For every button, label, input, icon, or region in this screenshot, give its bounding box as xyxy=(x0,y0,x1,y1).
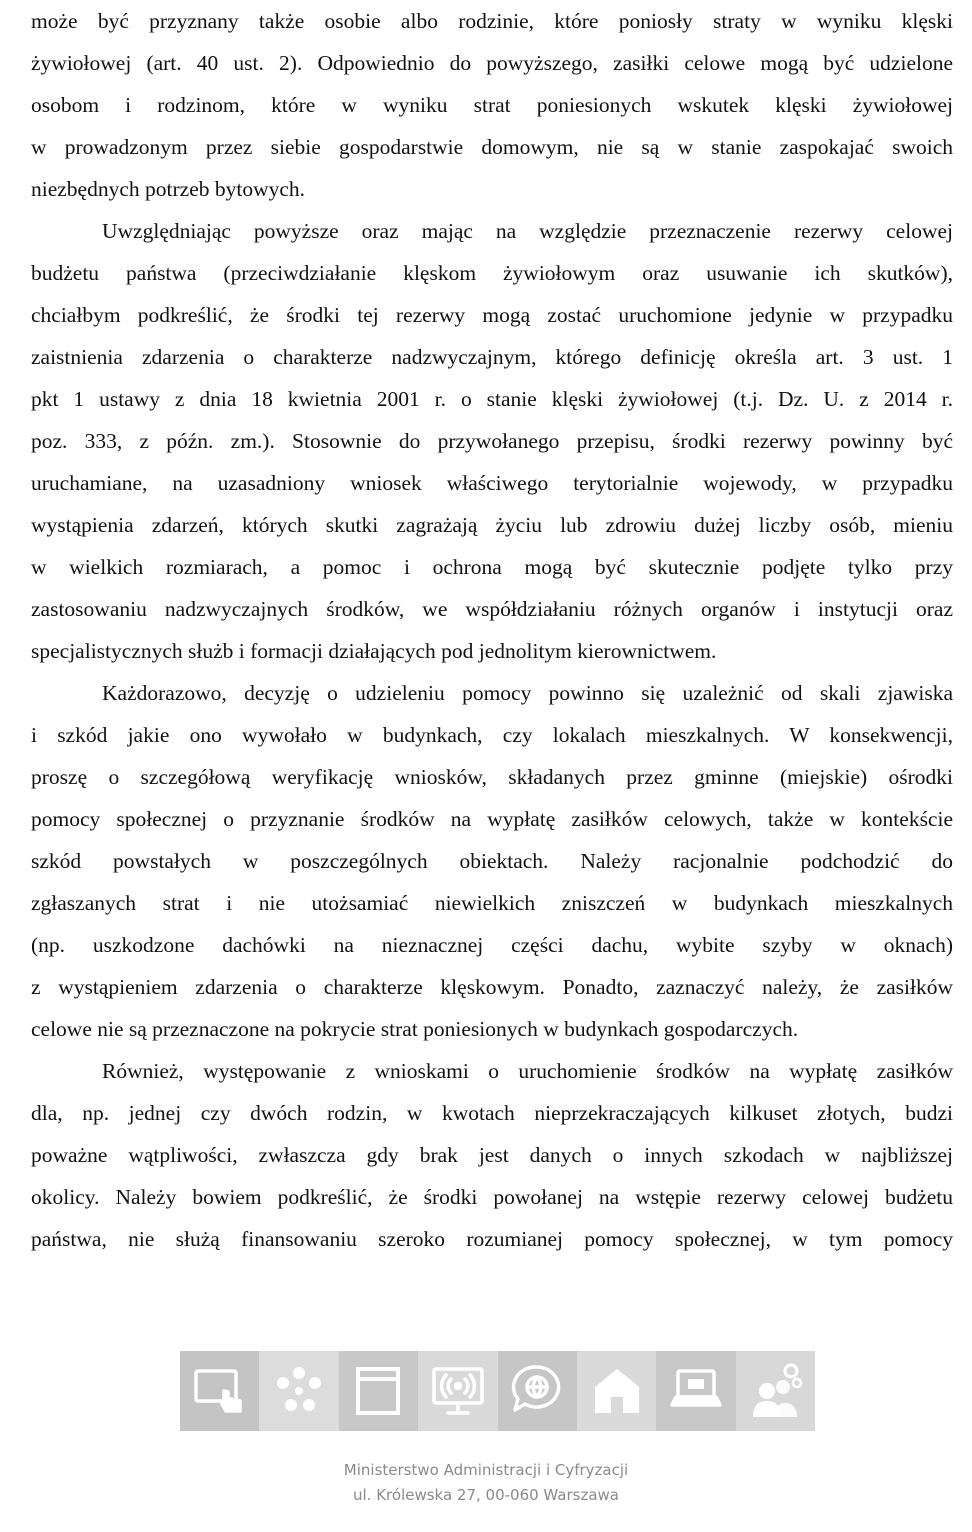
text-line: zgłaszanych strat i nie utożsamiać niewielkich zniszczeń w budynkach mieszkalnych xyxy=(31,891,953,915)
laptop-icon xyxy=(666,1361,726,1421)
footer-tile xyxy=(736,1351,815,1431)
text-line: żywiołowej (art. 40 ust. 2). Odpowiednio do powyższego, zasiłki celowe mogą być udzielone xyxy=(31,51,953,75)
footer-tile xyxy=(498,1351,577,1431)
text-line: szkód powstałych w poszczególnych obiektach. Należy racjonalnie podchodzić do xyxy=(31,849,953,873)
text-line: pomocy społecznej o przyznanie środków na wypłatę zasiłków celowych, także w kontekście xyxy=(31,807,953,831)
ministry-name: Ministerstwo Administracji i Cyfryzacji xyxy=(343,1461,629,1479)
text-line: zaistnienia zdarzenia o charakterze nadzwyczajnym, którego definicję określa art. 3 ust. 1 xyxy=(31,345,953,369)
paragraph-2 xyxy=(31,210,953,672)
text-line: specjalistycznych służb i formacji działających pod jednolitym kierownictwem. xyxy=(31,639,717,663)
footer-tile xyxy=(339,1351,418,1431)
text-line: Każdorazowo, decyzję o udzieleniu pomocy powinno się uzależnić od skali zjawiska xyxy=(102,681,953,705)
paragraph-3 xyxy=(31,672,953,1050)
document-window-icon xyxy=(348,1361,408,1421)
house-icon xyxy=(587,1361,647,1421)
text-line: pkt 1 ustawy z dnia 18 kwietnia 2001 r. o stanie klęski żywiołowej (t.j. Dz. U. z 2014 r. xyxy=(31,387,953,411)
footer-icon-band xyxy=(180,1351,815,1431)
text-line: w prowadzonym przez siebie gospodarstwie domowym, nie są w stanie zaspokajać swoich xyxy=(31,135,953,159)
dots-network-icon xyxy=(269,1361,329,1421)
text-line: może być przyznany także osobie albo rodzinie, które poniosły straty w wyniku klęski xyxy=(31,9,953,33)
ministry-address: ul. Królewska 27, 00-060 Warszawa xyxy=(352,1486,619,1504)
text-line: z wystąpieniem zdarzenia o charakterze klęskowym. Ponadto, zaznaczyć należy, że zasiłków xyxy=(31,975,953,999)
footer-tile xyxy=(259,1351,338,1431)
text-line: celowe nie są przeznaczone na pokrycie strat poniesionych w budynkach gospodarczych. xyxy=(31,1017,799,1041)
text-line: budżetu państwa (przeciwdziałanie klęskom żywiołowym oraz usuwanie ich skutków), xyxy=(31,261,953,285)
footer-tile xyxy=(656,1351,735,1431)
text-line: w wielkich rozmiarach, a pomoc i ochrona mogą być skutecznie podjęte tylko przy xyxy=(31,555,953,579)
footer-tile xyxy=(418,1351,497,1431)
text-line: dla, np. jednej czy dwóch rodzin, w kwotach nieprzekraczających kilkuset złotych, budzi xyxy=(31,1101,953,1125)
text-line: osobom i rodzinom, które w wyniku strat poniesionych wskutek klęski żywiołowej xyxy=(31,93,953,117)
text-line: chciałbym podkreślić, że środki tej rezerwy mogą zostać uruchomione jedynie w przypadku xyxy=(31,303,953,327)
footer-tile xyxy=(180,1351,259,1431)
text-line: uruchamiane, na uzasadniony wniosek właściwego terytorialnie wojewody, w przypadku xyxy=(31,471,953,495)
text-line: niezbędnych potrzeb bytowych. xyxy=(31,177,306,201)
globe-chat-icon xyxy=(507,1361,567,1421)
touch-screen-icon xyxy=(190,1361,250,1421)
text-line: poz. 333, z późn. zm.). Stosownie do przywołanego przepisu, środki rezerwy powinny być xyxy=(31,429,953,453)
text-line: państwa, nie służą finansowaniu szeroko rozumianej pomocy społecznej, w tym pomocy xyxy=(31,1227,953,1251)
footer-tile xyxy=(577,1351,656,1431)
text-line: wystąpienia zdarzeń, których skutki zagrażają życiu lub zdrowiu dużej liczby osób, mieniu xyxy=(31,513,953,537)
text-line: Uwzględniając powyższe oraz mając na względzie przeznaczenie rezerwy celowej xyxy=(102,219,953,243)
text-line: proszę o szczegółową weryfikację wniosków, składanych przez gminne (miejskie) ośrodki xyxy=(31,765,953,789)
text-line: poważne wątpliwości, zwłaszcza gdy brak jest danych o innych szkodach w najbliższej xyxy=(31,1143,953,1167)
text-line: zastosowaniu nadzwyczajnych środków, we współdziałaniu różnych organów i instytucji oraz xyxy=(31,597,953,621)
text-line: okolicy. Należy bowiem podkreślić, że środki powołanej na wstępie rezerwy celowej budżetu xyxy=(31,1185,953,1209)
paragraph-1 xyxy=(31,0,953,210)
text-line: (np. uszkodzone dachówki na nieznacznej części dachu, wybite szyby w oknach) xyxy=(31,933,953,957)
text-line: Również, występowanie z wnioskami o uruchomienie środków na wypłatę zasiłków xyxy=(102,1059,953,1083)
document-body xyxy=(31,0,953,1260)
text-line: i szkód jakie ono wywołało w budynkach, czy lokalach mieszkalnych. W konsekwencji, xyxy=(31,723,953,747)
paragraph-4 xyxy=(31,1050,953,1260)
wireless-monitor-icon xyxy=(428,1361,488,1421)
people-gears-icon xyxy=(745,1361,805,1421)
